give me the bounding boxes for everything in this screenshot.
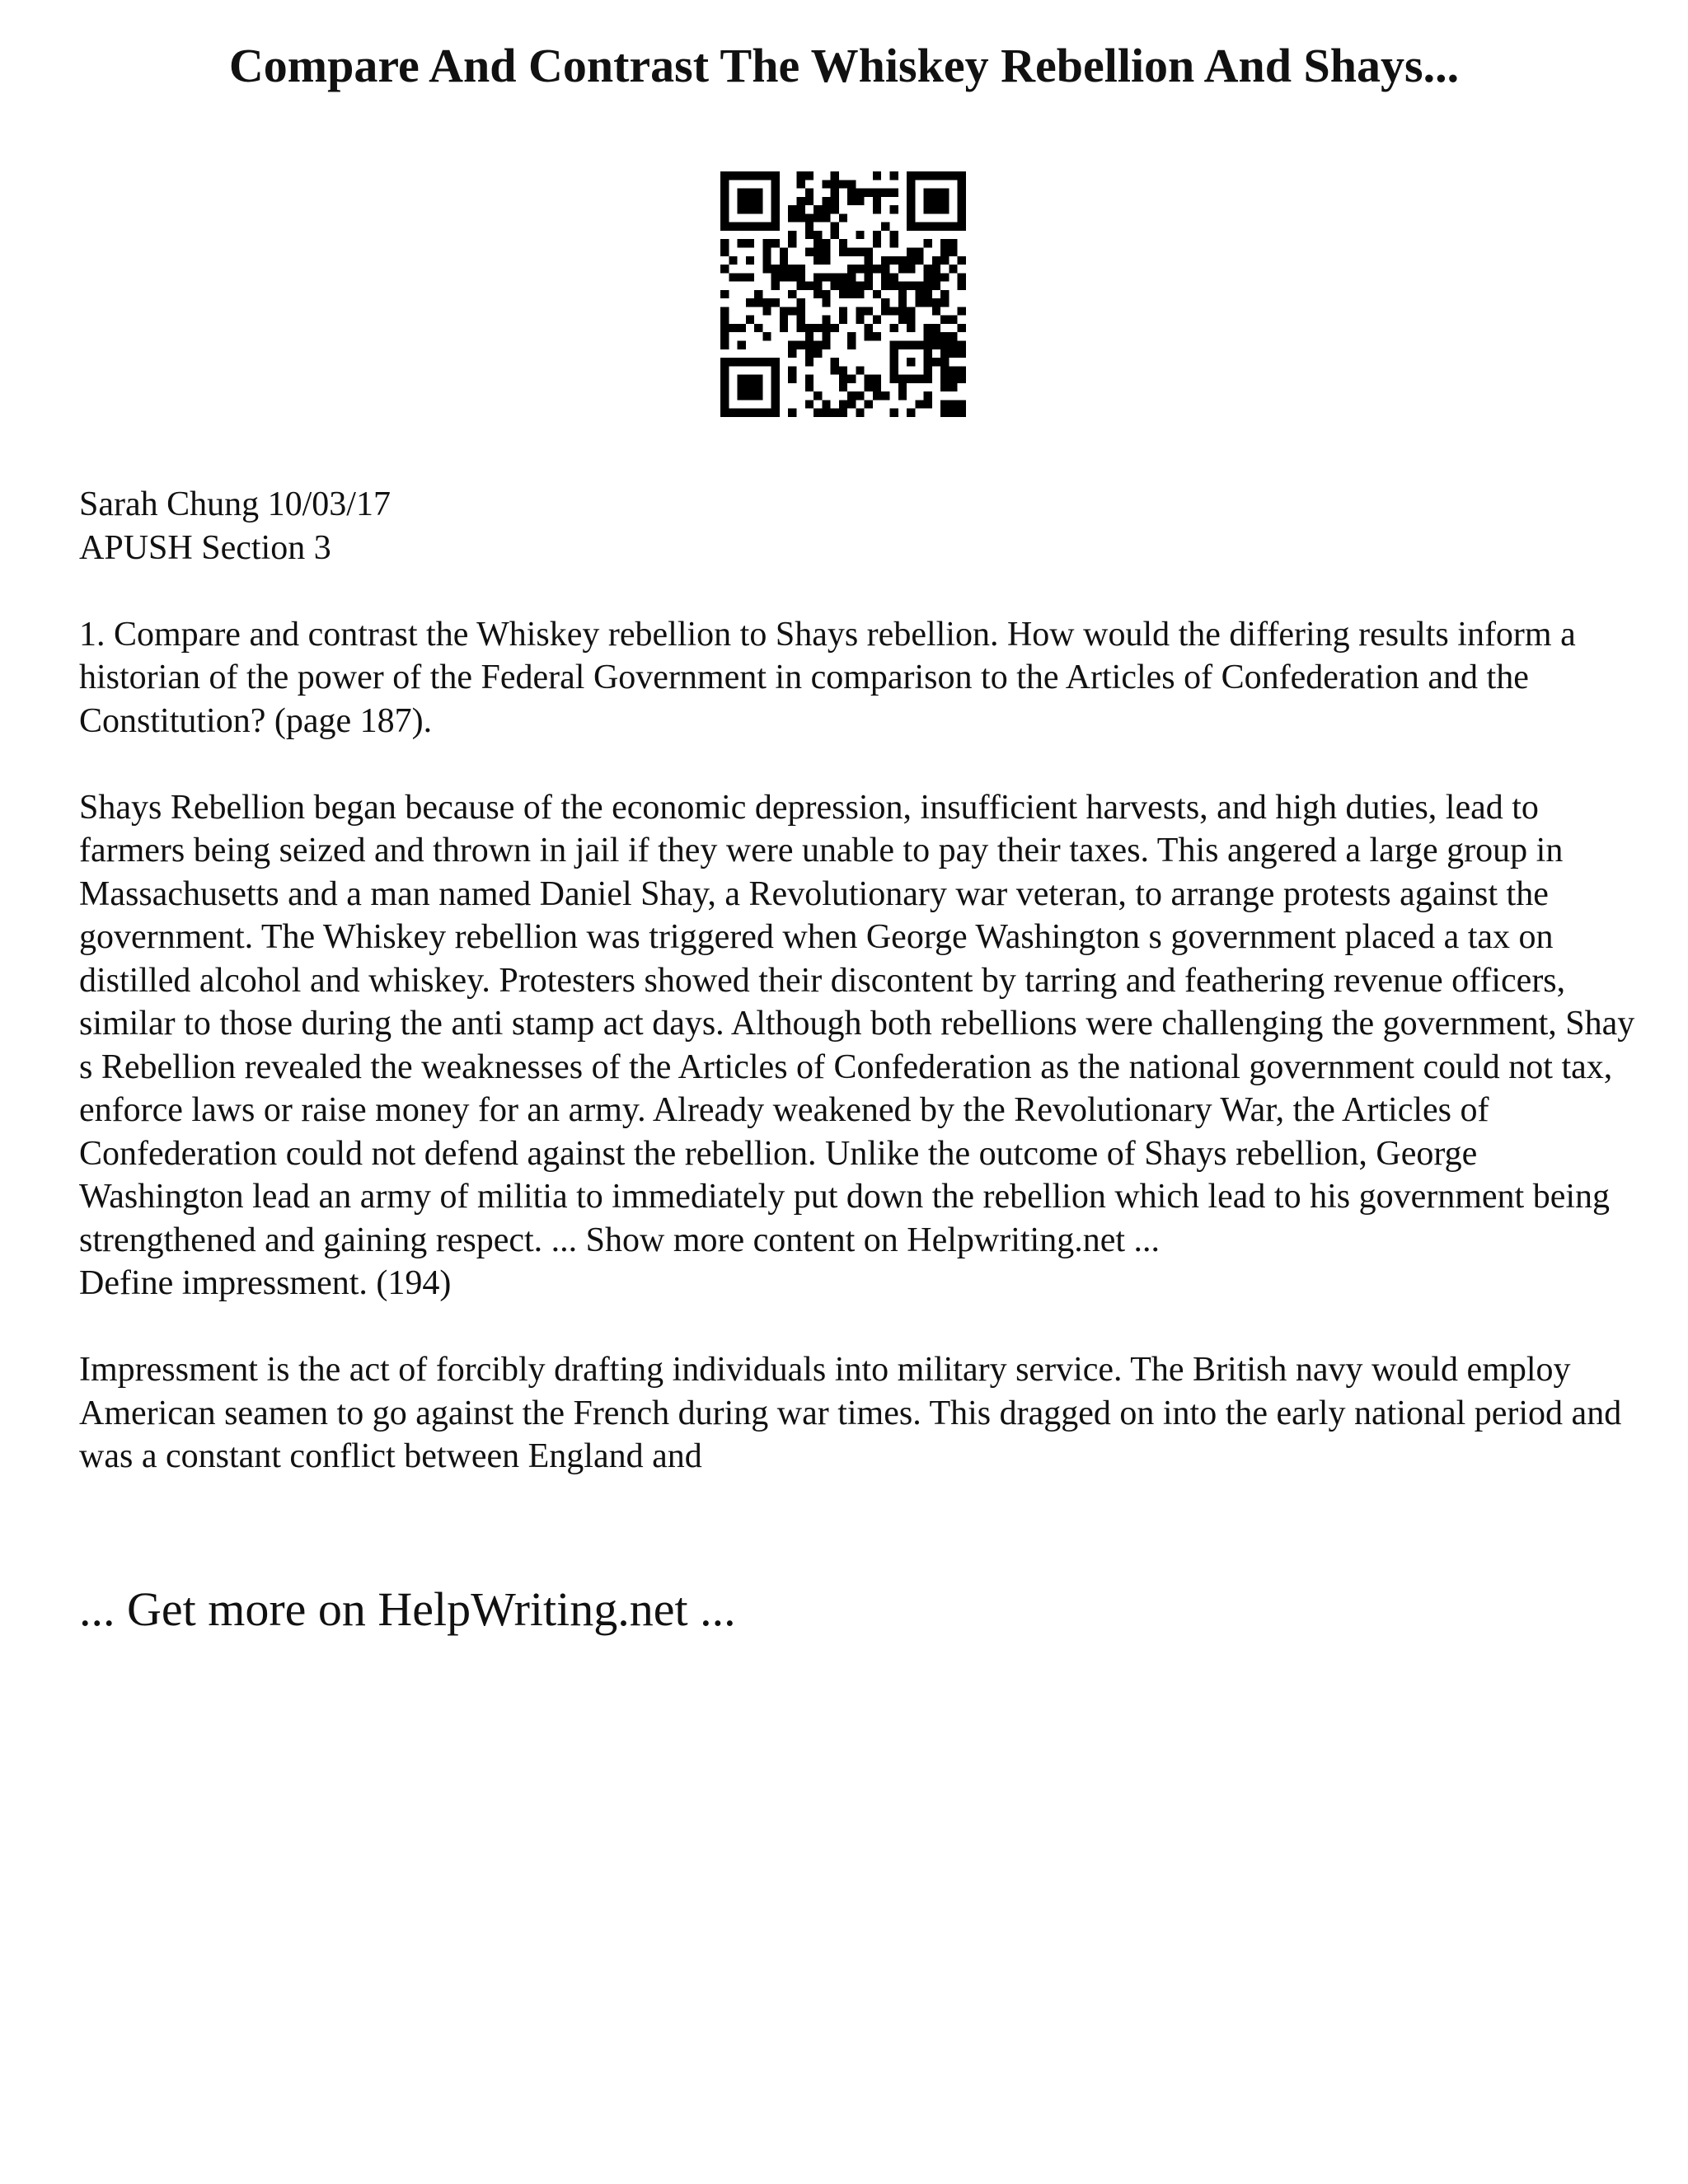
define-line: Define impressment. (194) [79, 1264, 452, 1302]
get-more-link[interactable]: ... Get more on HelpWriting.net ... [79, 1582, 736, 1636]
document-title: Compare And Contrast The Whiskey Rebellion And Shays... [228, 39, 1460, 92]
document-body [79, 483, 1645, 1479]
question-paragraph: 1. Compare and contrast the Whiskey rebellion to Shays rebellion. How would the differing results inform a historian of the power of the Federal Government in comparison to the Articles of Confederation and the Constitution? (page 187). [79, 615, 1576, 740]
author-line: Sarah Chung 10/03/17 [79, 485, 391, 523]
answer-paragraph: Shays Rebellion began because of the economic depression, insufficient harvests, and high duties, lead to farmers being seized and thrown in jail if they were unable to pay their taxes. This angered a large group in Massachusetts and a man named Daniel Shay, a Revolutionary war veteran, to arrange protests against the government. The Whiskey rebellion was triggered when George Washington s government placed a tax on distilled alcohol and whiskey. Protesters showed their discontent by tarring and feathering revenue officers, similar to those during the anti stamp act days. Although both rebellions were challenging the government, Shay s Rebellion revealed the weaknesses of the Articles of Confederation as the national government could not tax, enforce laws or raise money for an army. Already weakened by the Revolutionary War, the Articles of Confederation could not defend against the rebellion. Unlike the outcome of Shays rebellion, George Washington lead an army of militia to immediately put down the rebellion which lead to his government being strengthened and gaining respect. ... Show more content on Helpwriting.net ... [79, 788, 1635, 1259]
impressment-paragraph: Impressment is the act of forcibly drafting individuals into military service. The British navy would employ American seamen to go against the French during war times. This dragged on into the early national period and was a constant conflict between England and [79, 1351, 1622, 1475]
section-line: APUSH Section 3 [79, 528, 331, 567]
qr-code-icon [720, 171, 966, 417]
